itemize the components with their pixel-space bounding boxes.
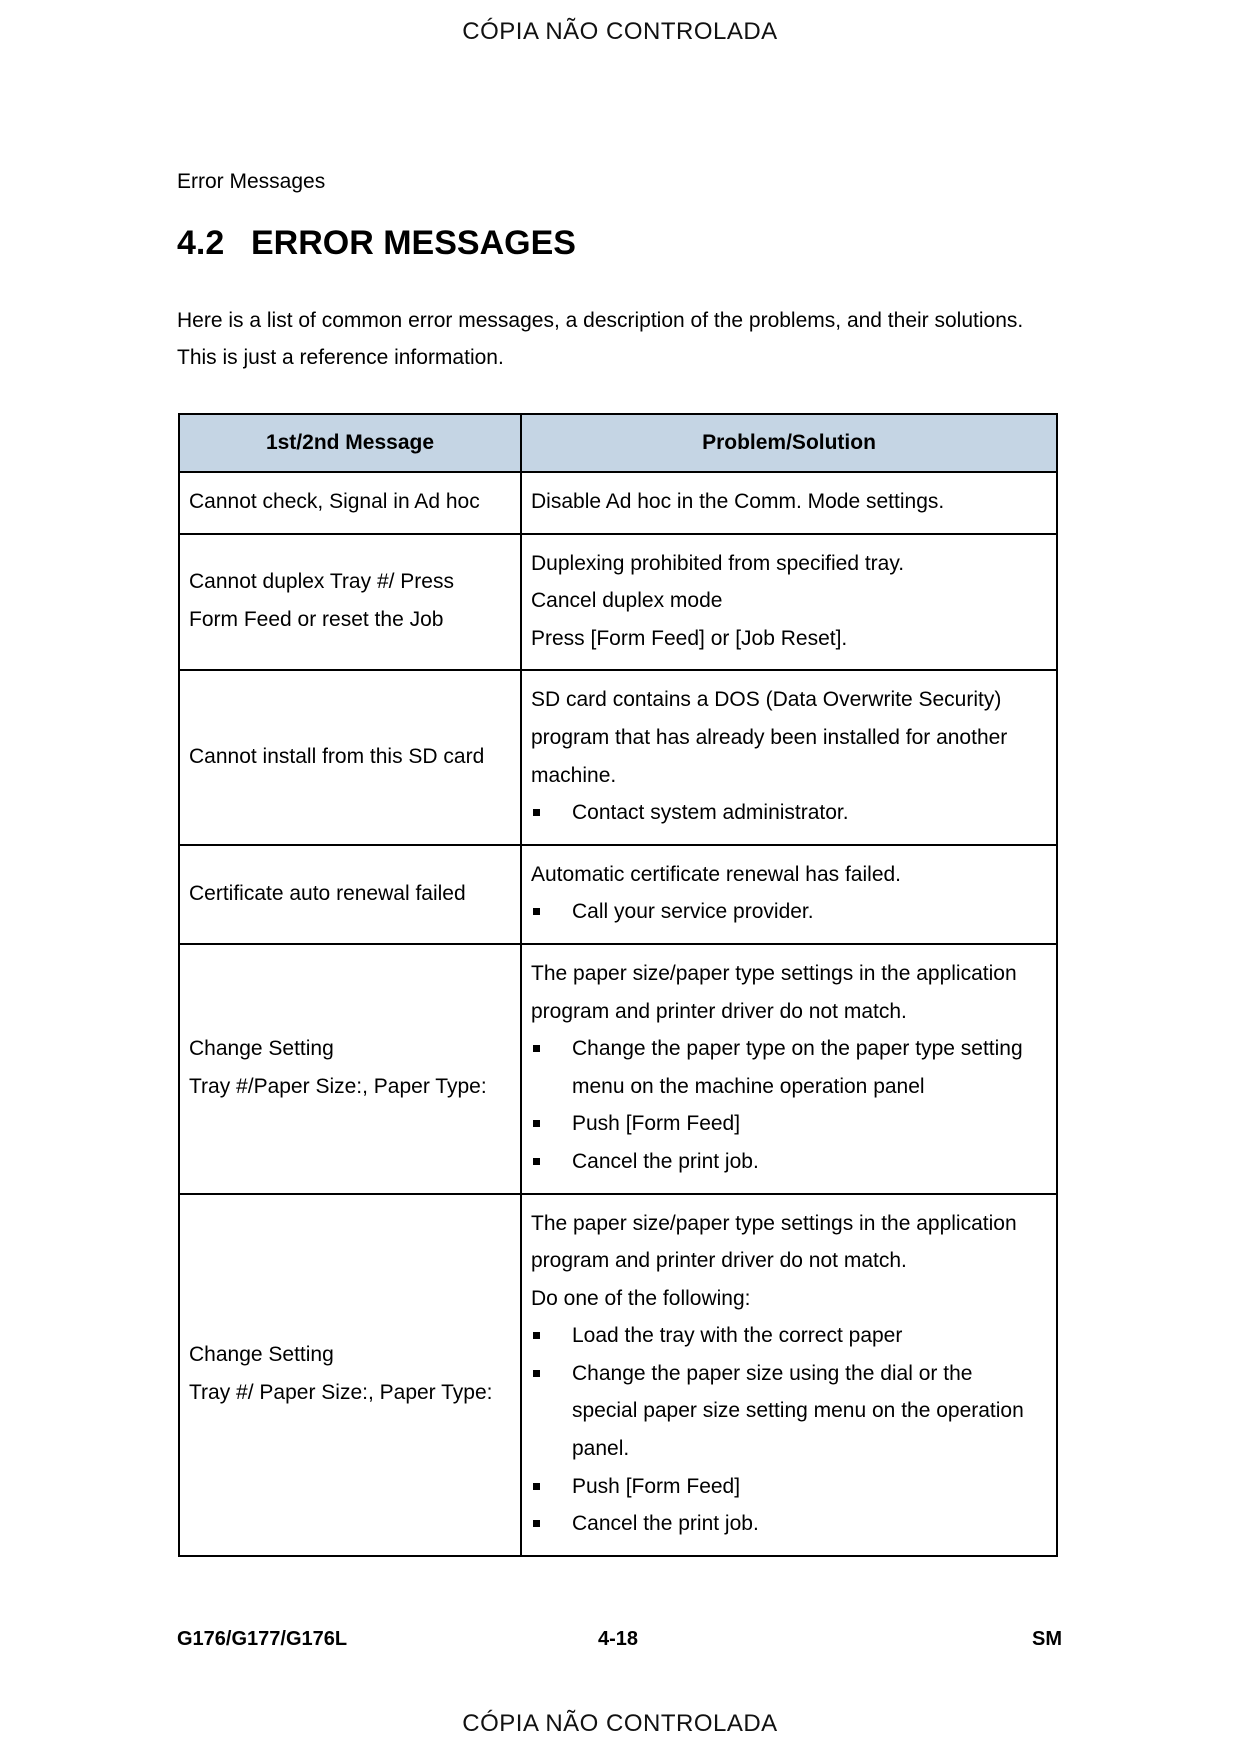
footer-page-number: 4-18 [598,1628,639,1650]
bullet-item [531,794,1047,832]
message-cell [179,534,521,671]
bullet-item [531,1355,1047,1393]
message-cell [179,1194,521,1556]
solution-line [531,1205,1047,1243]
table-row [179,845,1057,944]
solution-text: Contact system administrator. [572,801,849,825]
bullet-item [531,1105,1047,1143]
square-bullet-icon [533,1520,540,1527]
solution-text: Load the tray with the correct paper [572,1324,903,1348]
message-line: Tray #/Paper Size:, Paper Type: [189,1074,487,1098]
solution-text: Cancel the print job. [572,1149,759,1173]
bullet-item [531,1030,1047,1068]
solution-text: Call your service provider. [572,900,814,924]
message-line: Cannot check, Signal in Ad hoc [189,490,480,513]
footer-model: G176/G177/G176L [177,1628,348,1650]
solution-text: Cancel duplex mode [531,589,723,613]
solution-line [531,545,1047,583]
breadcrumb: Error Messages [177,170,326,193]
intro-paragraph [177,302,1077,376]
bullet-item [531,1505,1047,1543]
solution-line [531,757,1047,795]
solution-text: Push [Form Feed] [572,1112,741,1136]
solution-text: Automatic certificate renewal has failed. [531,862,902,886]
solution-text: The paper size/paper type settings in the application [531,1211,1017,1235]
column-header-message: 1st/2nd Message [179,414,521,472]
message-line: Cannot install from this SD card [189,744,485,768]
solution-text: menu on the machine operation panel [572,1074,925,1098]
table-row [179,472,1057,534]
column-header-solution: Problem/Solution [521,414,1057,472]
solution-line [531,1242,1047,1280]
square-bullet-icon [533,1045,540,1052]
solution-line [531,1430,1047,1468]
solution-cell [521,472,1057,534]
bullet-item [531,893,1047,931]
message-cell [179,845,521,944]
solution-cell [521,944,1057,1194]
uncontrolled-copy-stamp-top: CÓPIA NÃO CONTROLADA [462,18,778,45]
message-cell [179,670,521,844]
solution-text: panel. [572,1437,630,1461]
solution-text: Push [Form Feed] [572,1474,741,1498]
solution-text: Duplexing prohibited from specified tray. [531,551,905,575]
message-line: Tray #/ Paper Size:, Paper Type: [189,1380,493,1404]
table-body [179,472,1057,1556]
solution-line [531,483,1047,521]
bullet-item [531,1317,1047,1355]
section-title: ERROR MESSAGES [251,224,576,262]
solution-line [531,719,1047,757]
footer-section: SM [1032,1628,1062,1650]
message-cell [179,944,521,1194]
page-title [177,224,576,263]
square-bullet-icon [533,1120,540,1127]
square-bullet-icon [533,1158,540,1165]
solution-text: program that has already been installed for another [531,725,1008,749]
solution-line [531,582,1047,620]
message-line: Certificate auto renewal failed [189,881,466,905]
solution-text: Cancel the print job. [572,1512,759,1536]
solution-text: program and printer driver do not match. [531,999,907,1023]
solution-line [531,1280,1047,1318]
solution-line [531,681,1047,719]
solution-text: Do one of the following: [531,1286,751,1310]
message-line: Change Setting [189,1343,334,1367]
solution-text: machine. [531,763,617,787]
message-cell [179,472,521,534]
table-header-row [179,414,1057,472]
solution-cell [521,1194,1057,1556]
solution-cell [521,670,1057,844]
message-line: Change Setting [189,1037,334,1061]
solution-text: Press [Form Feed] or [Job Reset]. [531,626,848,650]
solution-line [531,620,1047,658]
bullet-item [531,1143,1047,1181]
square-bullet-icon [533,1370,540,1377]
message-line: Cannot duplex Tray #/ Press [189,570,454,594]
solution-text: program and printer driver do not match. [531,1249,907,1273]
intro-line: Here is a list of common error messages, a description of the problems, and their solutions. [177,309,1024,332]
table-row [179,534,1057,671]
error-messages-table [178,413,1058,1557]
solution-text: SD card contains a DOS (Data Overwrite Security) [531,688,1002,712]
intro-line: This is just a reference information. [177,346,504,369]
solution-cell [521,845,1057,944]
solution-line [531,955,1047,993]
solution-line [531,1392,1047,1430]
solution-text: Disable Ad hoc in the Comm. Mode settings. [531,490,945,513]
solution-cell [521,534,1057,671]
solution-line [531,856,1047,894]
square-bullet-icon [533,809,540,816]
uncontrolled-copy-stamp-bottom: CÓPIA NÃO CONTROLADA [462,1710,778,1737]
solution-line [531,993,1047,1031]
solution-line [531,1068,1047,1106]
square-bullet-icon [533,908,540,915]
bullet-item [531,1468,1047,1506]
table-row [179,1194,1057,1556]
table-row [179,670,1057,844]
square-bullet-icon [533,1332,540,1339]
message-line: Form Feed or reset the Job [189,607,444,631]
solution-text: The paper size/paper type settings in the application [531,961,1017,985]
solution-text: Change the paper size using the dial or the [572,1361,973,1385]
section-number: 4.2 [177,224,225,262]
solution-text: Change the paper type on the paper type setting [572,1037,1023,1061]
square-bullet-icon [533,1483,540,1490]
solution-text: special paper size setting menu on the operation [572,1399,1024,1423]
table-row [179,944,1057,1194]
